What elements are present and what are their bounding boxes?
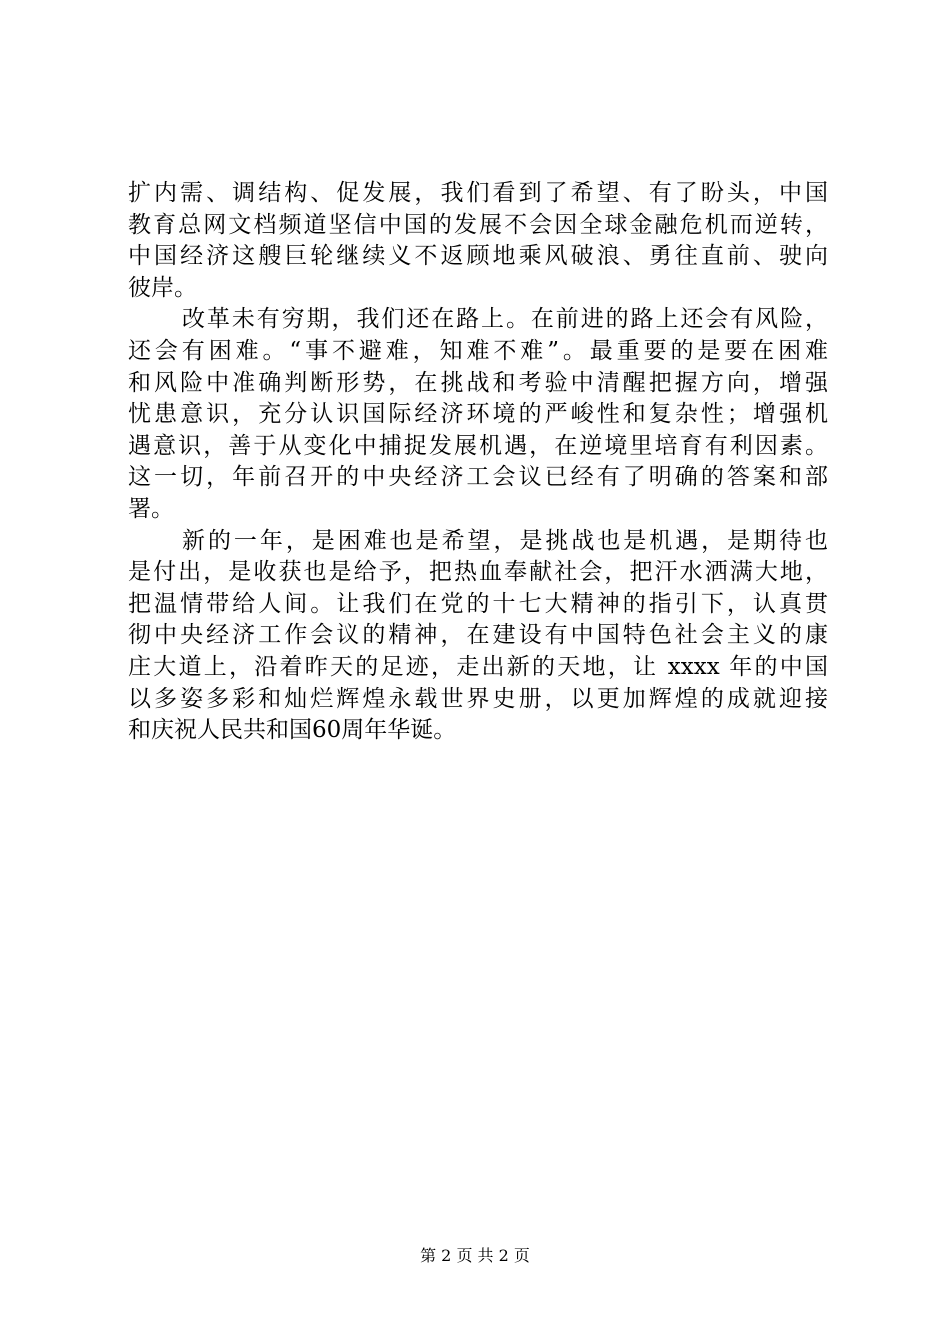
- text-line: 是付出，是收获也是给予，把热血奉献社会，把汗水洒满大地，: [128, 559, 828, 586]
- text-line: 改革未有穷期，我们还在路上。在前进的路上还会有风险，: [182, 306, 828, 333]
- text-line: 扩内需、调结构、促发展，我们看到了希望、有了盼头，中国: [128, 180, 828, 206]
- paragraph-1: [128, 178, 828, 304]
- paragraph-3: [128, 526, 828, 747]
- text-line: 忧患意识，充分认识国际经济环境的严峻性和复杂性；增强机: [128, 401, 828, 428]
- paragraph-2: [128, 304, 828, 525]
- text-line: 这一切，年前召开的中央经济工会议已经有了明确的答案和部: [128, 464, 828, 491]
- page-number-footer: 第 2 页 共 2 页: [420, 1246, 530, 1265]
- text-line: 教育总网文档频道坚信中国的发展不会因全球金融危机而逆转，: [128, 211, 828, 238]
- document-body: [128, 178, 828, 747]
- text-line: 和风险中准确判断形势，在挑战和考验中清醒把握方向，增强: [128, 369, 828, 396]
- text-line: 庄大道上，沿着昨天的足迹，走出新的天地，让 xxxx 年的中国: [128, 653, 828, 680]
- text-line: 和庆祝人民共和国60周年华诞。: [128, 717, 457, 744]
- text-line: 中国经济这艘巨轮继续义不返顾地乘风破浪、勇往直前、驶向: [128, 243, 828, 270]
- text-line: 还会有困难。“事不避难，知难不难”。最重要的是要在困难: [128, 337, 828, 364]
- text-line: 彼岸。: [128, 274, 197, 301]
- text-line: 彻中央经济工作会议的精神，在建设有中国特色社会主义的康: [128, 622, 828, 649]
- text-line: 遇意识，善于从变化中捕捉发展机遇，在逆境里培育有利因素。: [128, 432, 828, 459]
- text-line: 把温情带给人间。让我们在党的十七大精神的指引下，认真贯: [128, 590, 828, 617]
- text-line: 新的一年，是困难也是希望，是挑战也是机遇，是期待也: [182, 527, 828, 554]
- text-line: 署。: [128, 495, 174, 522]
- text-line: 以多姿多彩和灿烂辉煌永载世界史册，以更加辉煌的成就迎接: [128, 685, 828, 712]
